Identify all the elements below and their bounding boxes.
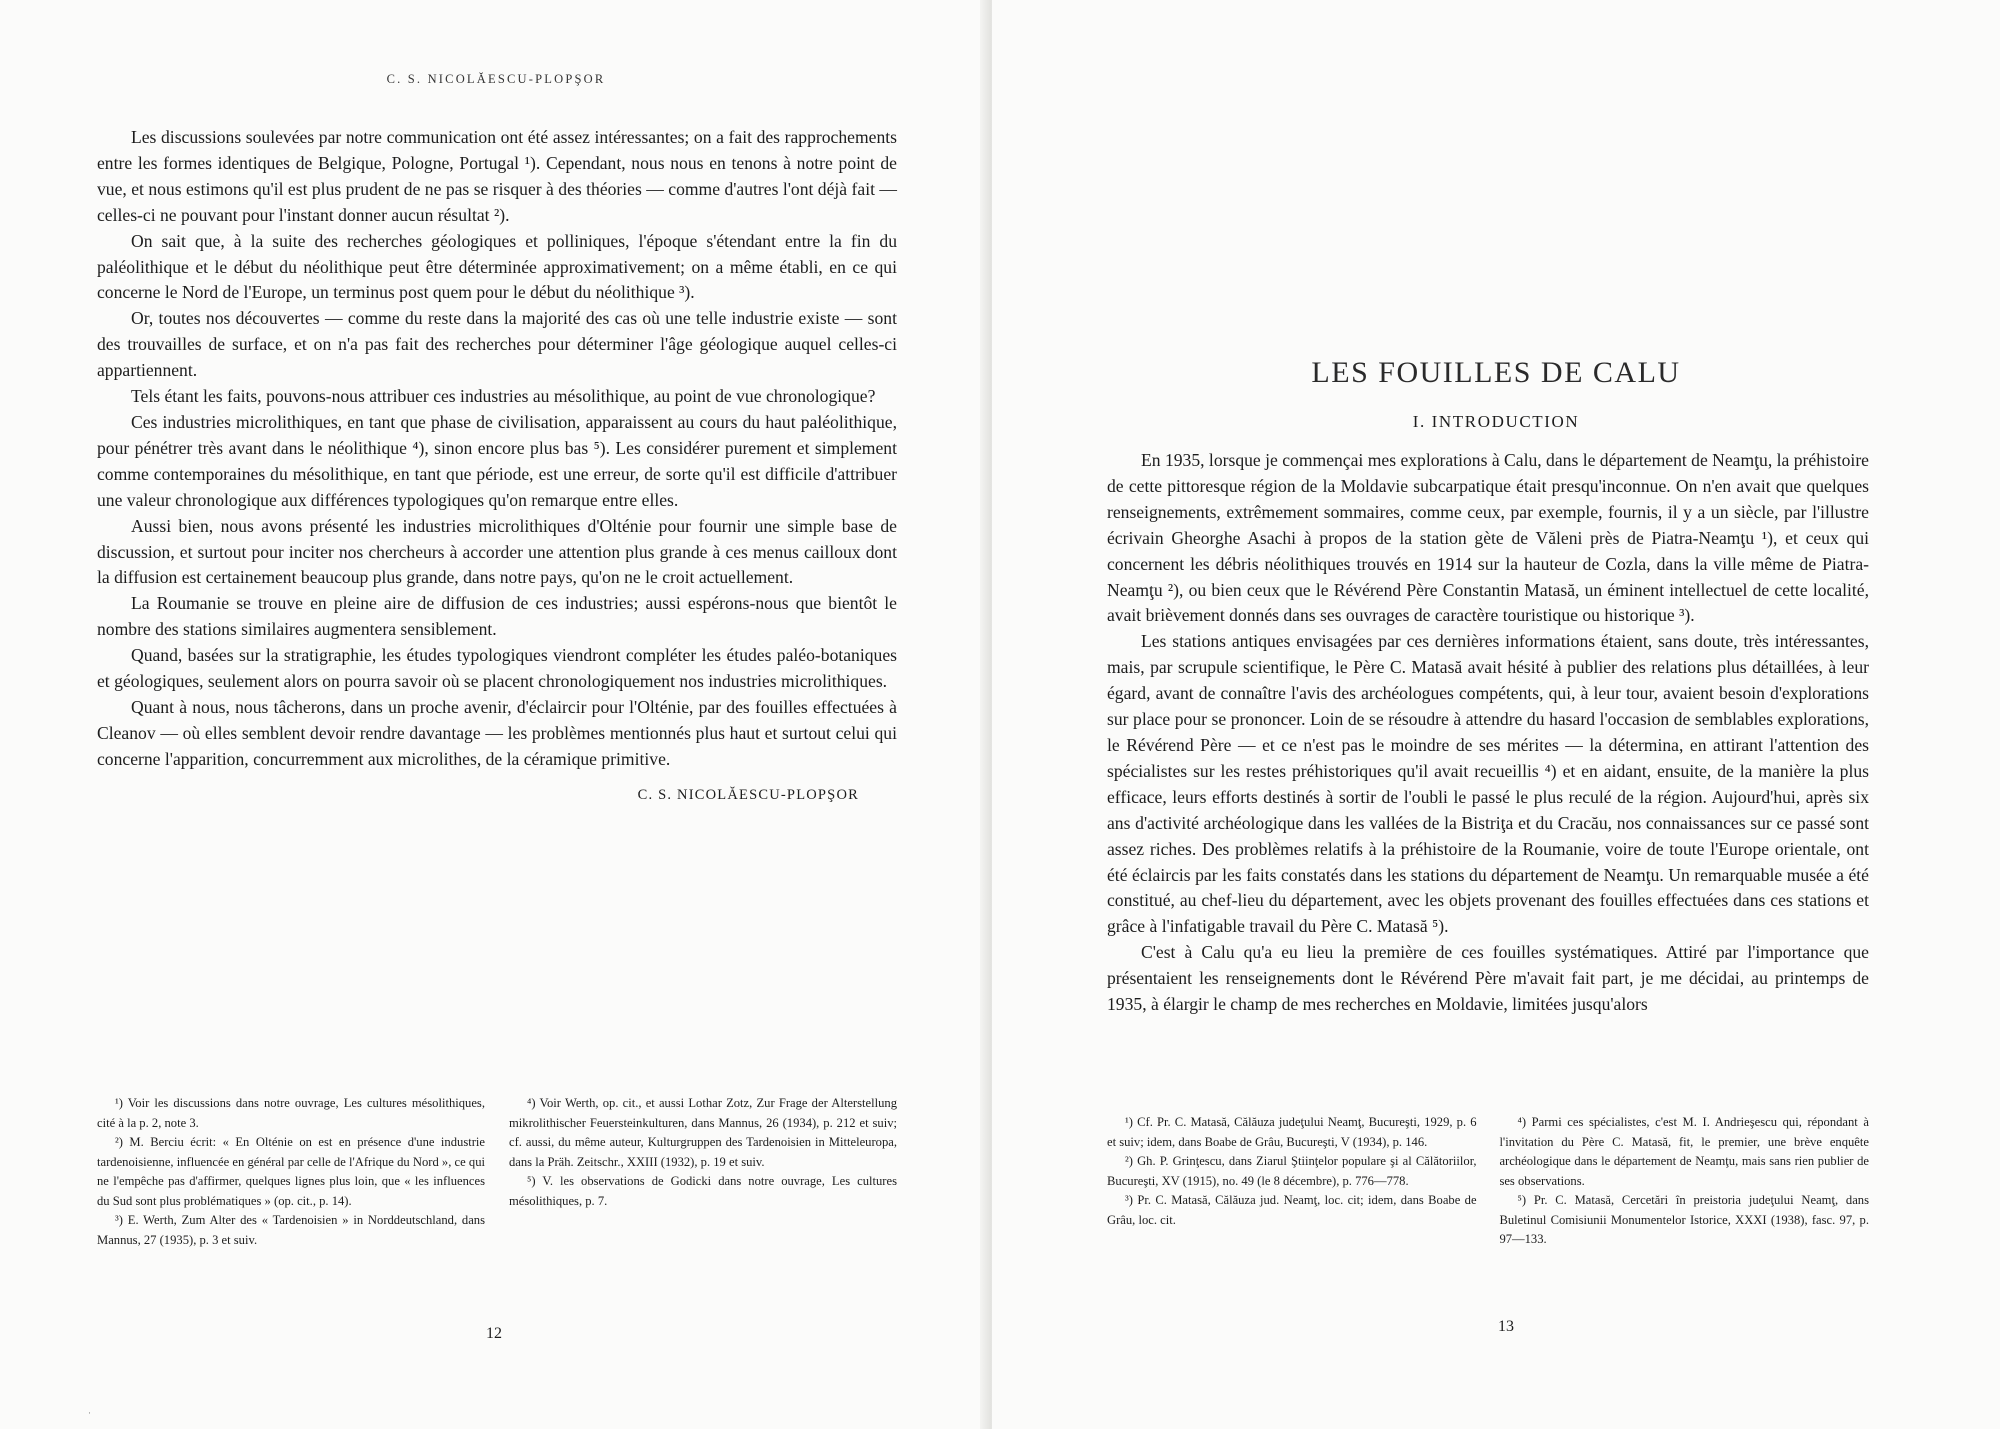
right-footnotes: [1107, 1113, 1869, 1250]
footnote: ²) Gh. P. Grinţescu, dans Ziarul Ştiinţelor populare şi al Călătoriilor, Bucureşti, XV (1915), no. 49 (le 8 décembre), p. 776—778.: [1107, 1154, 1477, 1188]
right-page: [992, 0, 2000, 1429]
author-signature: C. S. NICOLĂESCU-PLOPŞOR: [637, 786, 859, 803]
paragraph: Les stations antiques envisagées par ces dernières informations étaient, sans doute, très intéressantes, mais, par scrupule scientifique, le Père C. Matasă avait hésité à publier des relations plus détaillées, à leur égard, avant de connaître l'avis des archéologues compétents, qui, à leur tour, avaient besoin d'explorations sur place pour se prononcer. Loin de se résoudre à attendre du hasard l'occasion de semblables explorations, le Révérend Père — et ce n'est pas le moindre de ses mérites — la détermina, en attirant l'attention des spécialistes sur les restes préhistoriques qu'il avait recueillis ⁴) et en aidant, ensuite, de la manière la plus efficace, leurs efforts destinés à sortir de l'oubli le passé le plus reculé de la région. Aujourd'hui, après six ans d'activité archéologique dans les vallées de la Bistriţa et du Cracău, nos connaissances sur ce passé sont assez riches. Des problèmes relatifs à la préhistoire de la Roumanie, voire de toute l'Europe orientale, ont été éclaircis par les faits constatés dans les stations du département de Neamţu. Un remarquable musée a été constitué, au chef-lieu du département, avec les objets provenant des fouilles effectuées dans ces stations et grâce à l'infatigable travail du Père C. Matasă ⁵).: [1107, 631, 1869, 937]
paragraph: Les discussions soulevées par notre communication ont été assez intéressantes; on a fait des rapprochements entre les formes identiques de Belgique, Pologne, Portugal ¹). Cependant, nous nous en tenons à notre point de vue, et nous estimons qu'il est plus prudent de ne pas se risquer à des théories — comme d'autres l'ont déjà fait — celles-ci ne pouvant pour l'instant donner aucun résultat ²).: [97, 127, 897, 225]
left-page: [0, 0, 992, 1429]
paragraph: Aussi bien, nous avons présenté les industries microlithiques d'Olténie pour fournir une simple base de discussion, et surtout pour inciter nos chercheurs à accorder une attention plus grande à ces menus cailloux dont la diffusion est certainement beaucoup plus grande, dans notre pays, qu'on ne le croit actuellement.: [97, 515, 897, 588]
paragraph: Quand, basées sur la stratigraphie, les études typologiques viendront compléter les études paléo-botaniques et géologiques, seulement alors on pourra savoir où se placent chronologiquement nos industries microlithiques.: [97, 645, 897, 692]
footnote: ⁴) Voir Werth, op. cit., et aussi Lothar Zotz, Zur Frage der Alterstellung mikrolithischer Feuersteinkulturen, dans Mannus, 26 (1934), p. 212 et suiv; cf. aussi, du même auteur, Kulturgruppen des Tardenoisien in Mitteleuropa, dans la Präh. Zeitschr., XXIII (1932), p. 19 et suiv.: [509, 1096, 897, 1169]
left-footnotes: [97, 1094, 897, 1250]
paragraph: C'est à Calu qu'a eu lieu la première de ces fouilles systématiques. Attiré par l'importance que présentaient les renseignements dont le Révérend Père m'avait fait part, je me décidai, au printemps de 1935, à élargir le champ de mes recherches en Moldavie, limitées jusqu'alors: [1107, 942, 1869, 1015]
paragraph: En 1935, lorsque je commençai mes explorations à Calu, dans le département de Neamţu, la préhistoire de cette pittoresque région de la Moldavie subcarpatique était presqu'inconnue. On n'en avait que quelques renseignements, extrêmement sommaires, comme ceux, par exemple, fournis, il y a un siècle, par l'illustre écrivain Gheorghe Asachi à propos de la station gète de Văleni près de Piatra-Neamţu ¹), et ceux qui concernent les débris néolithiques trouvés en 1914 sur la hauteur de Cozla, dans la ville même de Piatra-Neamţu ²), ou bien ceux que le Révérend Père Constantin Matasă, un éminent intellectuel de cette localité, avait brièvement donnés dans ses ouvrages de caractère touristique ou historique ³).: [1107, 450, 1869, 626]
right-body-text: [1107, 448, 1869, 1018]
left-body-text: [97, 125, 897, 809]
footnote: ³) E. Werth, Zum Alter des « Tardenoisien » in Norddeutschland, dans Mannus, 27 (1935), p. 3 et suiv.: [97, 1213, 485, 1247]
footnote: ²) M. Berciu écrit: « En Olténie on est en présence d'une industrie tardenoisienne, influencée en général par celle de l'Afrique du Nord », ce qui ne l'empêche pas d'affirmer, quelques lignes plus loin, que « les influences du Sud sont plus problématiques » (op. cit., p. 14).: [97, 1135, 485, 1208]
footnote-column: [509, 1094, 897, 1250]
footnote: ¹) Cf. Pr. C. Matasă, Călăuza judeţului Neamţ, Bucureşti, 1929, p. 6 et suiv; idem, dans Boabe de Grâu, Bucureşti, V (1934), p. 146.: [1107, 1115, 1477, 1149]
footnote-column: [1499, 1113, 1869, 1250]
chapter-title: LES FOUILLES DE CALU: [1311, 356, 1681, 389]
footnote: ¹) Voir les discussions dans notre ouvrage, Les cultures mésolithiques, cité à la p. 2, note 3.: [97, 1096, 485, 1130]
page-number: 12: [486, 1325, 502, 1342]
scan-speck: ·: [88, 1408, 91, 1418]
paragraph: La Roumanie se trouve en pleine aire de diffusion de ces industries; aussi espérons-nous que bientôt le nombre des stations similaires augmentera sensiblement.: [97, 593, 897, 640]
running-head: C. S. NICOLĂESCU-PLOPŞOR: [386, 72, 606, 86]
paragraph: Or, toutes nos découvertes — comme du reste dans la majorité des cas où une telle industrie existe — sont des trouvailles de surface, et on n'a pas fait des recherches pour déterminer l'âge géologique auquel celles-ci appartiennent.: [97, 308, 897, 381]
footnote: ⁴) Parmi ces spécialistes, c'est M. I. Andrieşescu qui, répondant à l'invitation du Père C. Matasă, fit, le premier, une brève enquête archéologique dans le département de Neamţu, mais sans rien publier de ses observations.: [1499, 1115, 1869, 1188]
section-title: I. INTRODUCTION: [1412, 412, 1580, 431]
page-number: 13: [1498, 1318, 1514, 1335]
footnote: ⁵) Pr. C. Matasă, Cercetări în preistoria judeţului Neamţ, dans Buletinul Comisiunii Monumentelor Istorice, XXXI (1938), fasc. 97, p. 97—133.: [1499, 1193, 1869, 1246]
footnote-column: [97, 1094, 485, 1250]
footnote: ³) Pr. C. Matasă, Călăuza jud. Neamţ, loc. cit; idem, dans Boabe de Grâu, loc. cit.: [1107, 1193, 1477, 1227]
footnote-column: [1107, 1113, 1477, 1250]
paragraph: Tels étant les faits, pouvons-nous attribuer ces industries au mésolithique, au point de vue chronologique?: [131, 386, 876, 407]
footnote: ⁵) V. les observations de Godicki dans notre ouvrage, Les cultures mésolithiques, p. 7.: [509, 1174, 897, 1208]
paragraph: Ces industries microlithiques, en tant que phase de civilisation, apparaissent au cours du haut paléolithique, pour pénétrer très avant dans le néolithique ⁴), sinon encore plus bas ⁵). Les considérer purement et simplement comme contemporaines du mésolithique, en tant que période, est une erreur, de sorte qu'il est difficile d'attribuer une valeur chronologique aux différences typologiques qu'on remarque entre elles.: [97, 411, 897, 510]
paragraph: On sait que, à la suite des recherches géologiques et polliniques, l'époque s'étendant entre la fin du paléolithique et le début du néolithique peut être déterminée approximativement; on a même établi, en ce qui concerne le Nord de l'Europe, un terminus post quem pour le début du néolithique ³).: [97, 230, 897, 303]
paragraph: Quant à nous, nous tâcherons, dans un proche avenir, d'éclaircir pour l'Olténie, par des fouilles effectuées à Cleanov — où elles semblent devoir rendre davantage — les problèmes mentionnés plus haut et surtout celui qui concerne l'apparition, concurremment aux microlithes, de la céramique primitive.: [97, 696, 897, 769]
